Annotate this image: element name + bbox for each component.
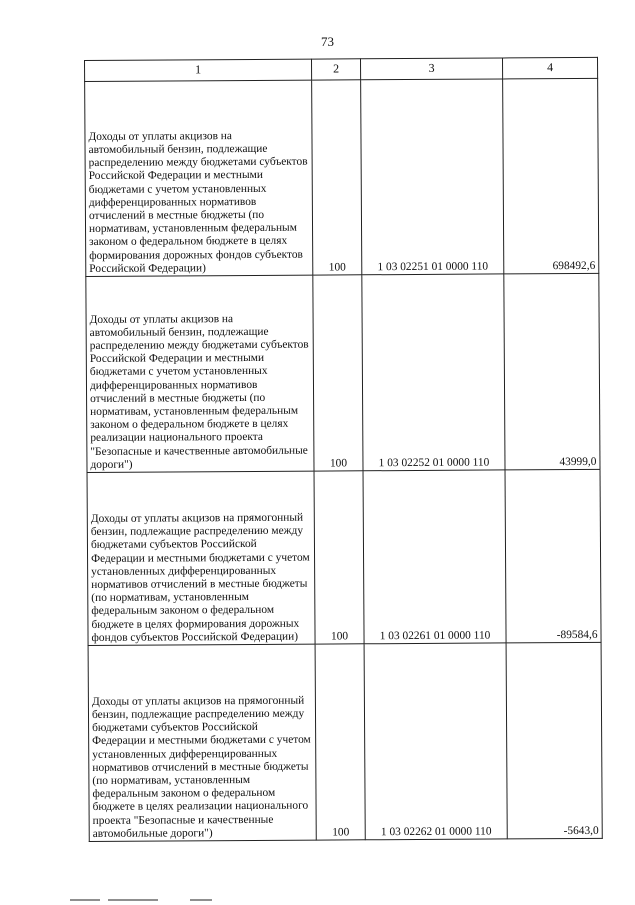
row-admin-code: 100 [315, 644, 365, 840]
row-budget-code: 1 03 02261 01 0000 110 [363, 470, 506, 644]
row-amount: 43999,0 [504, 273, 600, 470]
header-col-4: 4 [502, 57, 597, 79]
scan-artifact [108, 899, 158, 901]
row-admin-code: 100 [313, 275, 363, 471]
table-row [87, 469, 601, 645]
row-amount: -5643,0 [506, 642, 602, 839]
header-col-3: 3 [360, 58, 502, 80]
table-row [88, 642, 602, 841]
row-amount: -89584,6 [505, 469, 601, 643]
page-number: 73 [321, 34, 334, 49]
row-budget-code: 1 03 02262 01 0000 110 [364, 643, 507, 840]
table-row [86, 273, 600, 472]
row-budget-code: 1 03 02251 01 0000 110 [361, 79, 504, 275]
row-description: Доходы от уплаты акцизов на автомобильный бензин, подлежащие распределению между бюджетами субъектов Российской Федерации и местными бюджетами с учетом установленных дифференцированных нормативов отчислений в местные бюджеты (по нормативам, установленным федеральным законом о федеральном бюджете в целях формирования дорожных фондов субъектов Российской Федерации) [85, 80, 313, 276]
row-amount: 698492,6 [503, 78, 599, 274]
scan-artifact [70, 899, 100, 901]
header-col-2: 2 [311, 59, 360, 80]
row-admin-code: 100 [314, 471, 364, 644]
row-description: Доходы от уплаты акцизов на прямогонный бензин, подлежащие распределению между бюджетами субъектов Российской Федерации и местными бюджетами с учетом установленных дифференцированных нормативов отчислений в местные бюджеты (по нормативам, установленным федеральным законом о федеральном бюджете в целях реализации национального проекта "Безопасные и качественные автомобильные дороги") [88, 644, 316, 841]
scan-artifact [190, 899, 212, 901]
row-description: Доходы от уплаты акцизов на автомобильный бензин, подлежащие распределению между бюджетами субъектов Российской Федерации и местными бюджетами с учетом установленных дифференцированных нормативов отчислений в местные бюджеты (по нормативам, установленным федеральным законом о федеральном бюджете в целях реализации национального проекта "Безопасные и качественные автомобильные дороги") [86, 275, 314, 472]
header-col-1: 1 [85, 59, 312, 81]
revenue-table [84, 57, 603, 842]
table-row [85, 78, 599, 276]
row-description: Доходы от уплаты акцизов на прямогонный бензин, подлежащие распределению между бюджетами субъектов Российской Федерации и местными бюджетами с учетом установленных дифференцированных нормативов отчислений в местные бюджеты (по нормативам, установленным федеральным законом о федеральном бюджете в целях формирования дорожных фондов субъектов Российской Федерации) [87, 471, 315, 645]
row-budget-code: 1 03 02252 01 0000 110 [362, 274, 505, 471]
row-admin-code: 100 [312, 80, 362, 275]
